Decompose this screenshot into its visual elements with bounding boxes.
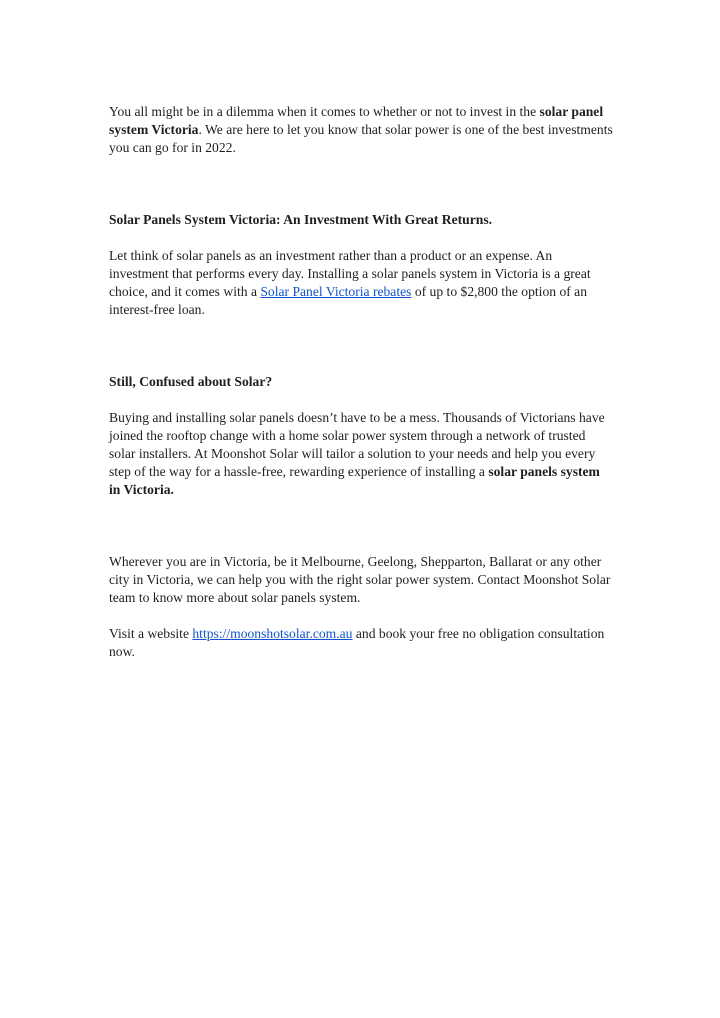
investment-text-start: Let think of solar panels as an investment rather than a product or an expense. An investment that performs every day. Installing a solar panels system in Victoria is a great choice, and it comes with a: [109, 248, 591, 299]
visit-text-start: Visit a website: [109, 626, 193, 641]
section-heading-confused: [109, 373, 614, 391]
intro-bold-term: solar panel system Victoria: [109, 104, 604, 137]
confused-paragraph: [109, 409, 614, 499]
intro-paragraph: [109, 103, 614, 157]
website-link[interactable]: https://moonshotsolar.com.au: [192, 626, 353, 641]
section-heading-confused-text: Still, Confused about Solar?: [109, 374, 273, 389]
investment-text-end: of up to $2,800 the option of an interest-free loan.: [109, 284, 588, 317]
section-heading-investment-text: Solar Panels System Victoria: An Investment With Great Returns.: [109, 212, 493, 227]
intro-text-end: . We are here to let you know that solar power is one of the best investments you can go for in 2022.: [109, 122, 613, 155]
section-heading-investment: [109, 211, 614, 229]
confused-text-start: Buying and installing solar panels doesn’t have to be a mess. Thousands of Victorians have joined the rooftop change with a home solar power system through a network of trusted solar installers. At Moonshot Solar will tailor a solution to your needs and help you every step of the way for a hassle-free, rewarding experience of installing a: [109, 410, 605, 479]
intro-text-start: You all might be in a dilemma when it comes to whether or not to invest in the: [109, 104, 540, 119]
visit-paragraph: [109, 625, 614, 661]
visit-text-end: and book your free no obligation consultation now.: [109, 626, 605, 659]
document-body: [109, 103, 614, 661]
wherever-paragraph: Wherever you are in Victoria, be it Melbourne, Geelong, Shepparton, Ballarat or any other city in Victoria, we can help you with the right solar power system. Contact Moonshot Solar team to know more about solar panels system.: [109, 554, 611, 605]
rebates-link[interactable]: Solar Panel Victoria rebates: [260, 284, 412, 299]
investment-paragraph: [109, 247, 614, 319]
confused-bold-term: solar panels system in Victoria.: [109, 464, 600, 497]
